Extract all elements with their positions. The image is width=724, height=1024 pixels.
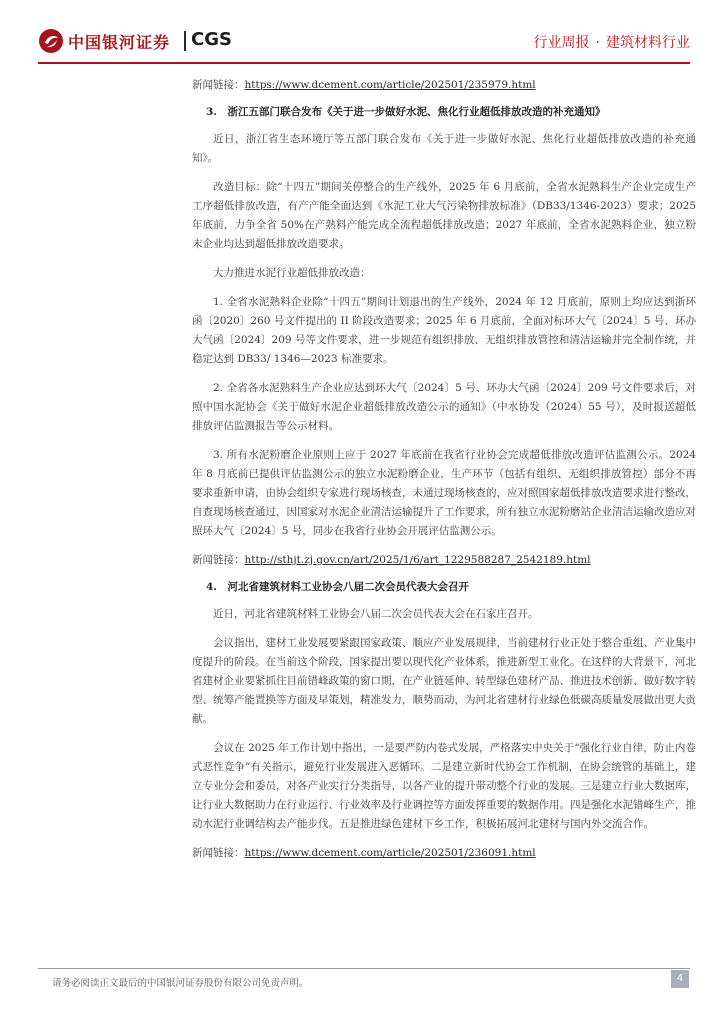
paragraph: 会议指出，建材工业发展要紧跟国家政策、顺应产业发展规律，当前建材行业正处于整合重组、产业集中度提升的阶段。在当前这个阶段，国家提出要以现代化产业体系，推进新型工业化。在这样的大背景下，河北省建材企业要紧抓住目前错峰政策的窗口期，在产业链延伸、转型绿色建材产品、推进技术创新、做好数字转型、统筹产能置换等方面及早策划，精准发力，顺势而动，为河北省建材行业绿色低碳高质量发展做出更大贡献。 (192, 637, 696, 725)
news-link[interactable]: https://www.dcement.com/article/202501/236091.html (244, 847, 536, 859)
logo-divider (184, 31, 186, 51)
paragraph: 改造目标：除“十四五”期间关停整合的生产线外，2025 年 6 月底前，全省水泥熟料生产企业完成生产工序超低排放改造，有产产能全面达到《水泥工业大气污染物排放标准》（DB33/1346-2023）要求；2025 年底前，力争全省 50%在产熟料产能完成全流程超低排放改造；2027 年底前，全省水泥熟料企业，独立粉末企业均达到超低排放改造要求。 (192, 181, 696, 250)
report-type-label: 行业周报 (533, 35, 590, 51)
footer-disclaimer: 请务必阅读正文最后的中国银河证券股份有限公司免责声明。 (52, 978, 309, 989)
paragraph: 2. 全省各水泥熟料生产企业应达到环大气〔2024〕5 号、环办大气函〔2024〕209 号文件要求后，对照中国水泥协会《关于做好水泥企业超低排放改造公示的通知》（中水协发（2024）55 号），及时报送超低排放评估监测报告等公示材料。 (192, 382, 696, 432)
report-type-separator: · (595, 35, 600, 51)
footer-divider (38, 968, 690, 969)
paragraph: 大力推进水泥行业超低排放改造： (213, 267, 371, 279)
news-link-line (192, 551, 696, 570)
company-logo-text: 中国银河证券 (68, 33, 171, 52)
news-link-label: 新闻链接： (192, 554, 245, 566)
header-divider (38, 62, 690, 64)
paragraph: 近日，浙江省生态环境厅等五部门联合发布《关于进一步做好水泥、焦化行业超低排放改造的补充通知》。 (192, 133, 696, 164)
news-link[interactable]: http://sthjt.zj.gov.cn/art/2025/1/6/art_1229588287_2542189.html (244, 554, 591, 566)
section-heading: 4. 河北省建筑材料工业协会八届二次会员代表大会召开 (206, 581, 469, 593)
company-logo-cgs: CGS (191, 29, 232, 50)
page-header (38, 26, 690, 56)
news-link-label: 新闻链接： (192, 79, 245, 91)
paragraph: 1. 全省水泥熟料企业除“十四五”期间计划退出的生产线外，2024 年 12 月底前，原则上均应达到浙环函〔2020〕260 号文件提出的 II 阶段改造要求；2025 年 6 月底前，全面对标环大气〔2024〕5 号、环办大气函〔2024〕209 号等文件要求，进一步规范有组织排放、无组织排放管控和清洁运输并完全制作统，并稳定达到 DB33/ 1346—2023 标准要求。 (192, 296, 696, 365)
article-body (192, 76, 696, 871)
cgs-logo-icon (38, 28, 64, 54)
news-link-line (192, 76, 696, 95)
section-heading: 3. 浙江五部门联合发布《关于进一步做好水泥、焦化行业超低排放改造的补充通知》 (206, 106, 606, 118)
news-link-line (192, 844, 696, 863)
page-number: 4 (671, 970, 689, 988)
report-category (534, 32, 690, 52)
paragraph: 3. 所有水泥粉磨企业原则上应于 2027 年底前在我省行业协会完成超低排放改造评估监测公示。2024 年 8 月底前已提供评估监测公示的独立水泥粉磨企业，生产环节（包括有组织、无组织排放管控）部分不再要求重新申请，由协会组织专家进行现场核查，未通过现场核查的，应对照国家超低排放改造要求进行整改，自查现场核查通过，因国家对水泥企业清洁运输提升了工作要求，所有独立水泥粉磨站企业清洁运输改造应对照环大气〔2024〕5 号，同步在我省行业协会开展评估监测公示。 (192, 449, 696, 537)
news-link-label: 新闻链接： (192, 847, 245, 859)
paragraph: 近日，河北省建筑材料工业协会八届二次会员代表大会在石家庄召开。 (213, 608, 539, 620)
industry-label: 建筑材料行业 (606, 35, 690, 51)
paragraph: 会议在 2025 年工作计划中指出，一是要严防内卷式发展，严格落实中央关于“强化行业自律，防止内卷式恶性竞争”有关指示，避免行业发展进入恶循环。二是建立新时代协会工作机制，在协会统管的基础上，建立专业分会和委员，对各产业实行分类指导，以各产业的提升带动整个行业的发展。三是建立行业大数据库，让行业大数据助力在行业运行、行业效率及行业调控等方面发挥重要的数据作用。四是强化水泥错峰生产，推动水泥行业调结构去产能步伐。五是推进绿色建材下乡工作，积极拓展河北建材与国内外交流合作。 (192, 742, 696, 830)
news-link[interactable]: https://www.dcement.com/article/202501/235979.html (244, 79, 536, 91)
